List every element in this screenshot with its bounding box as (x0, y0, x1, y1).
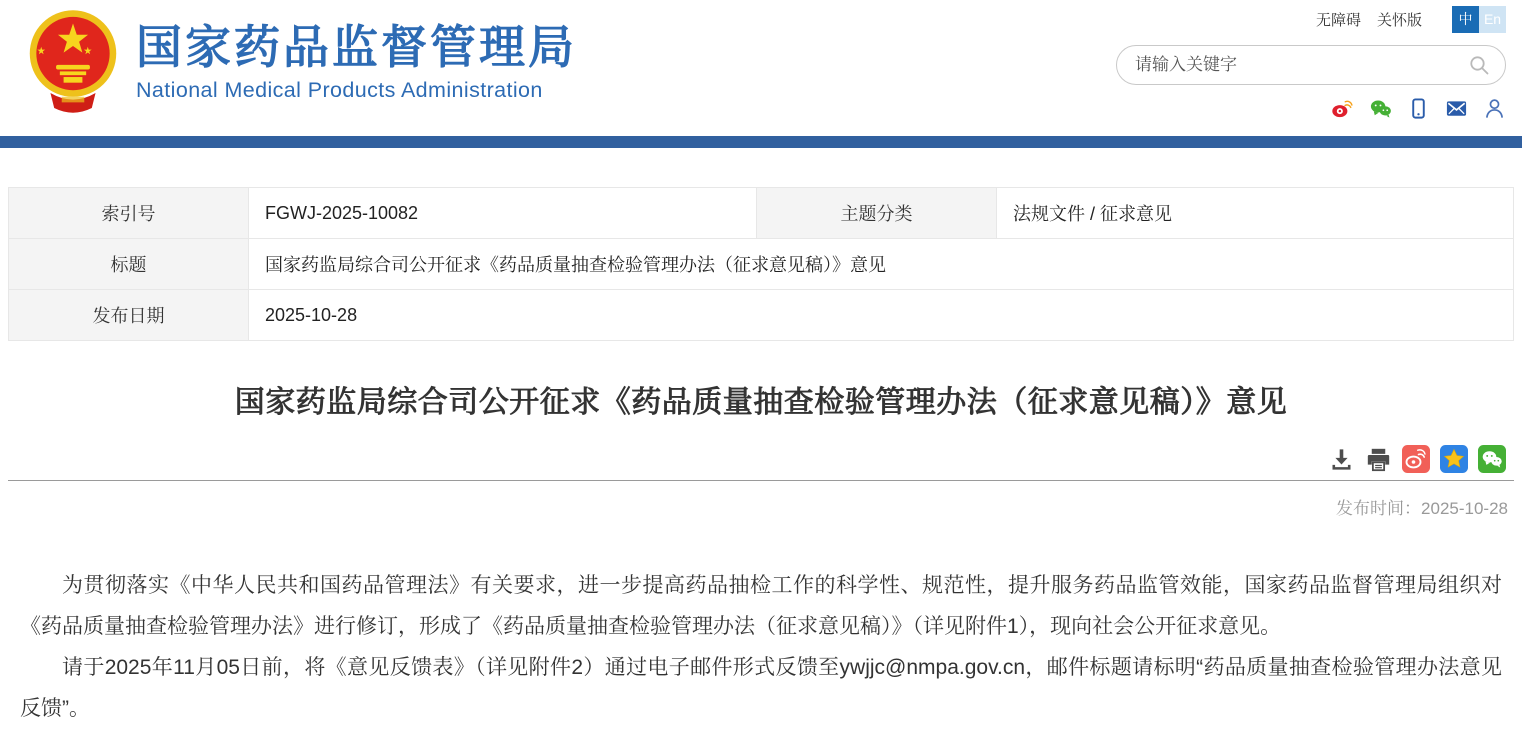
title-divider (8, 480, 1514, 481)
meta-value-pubdate: 2025-10-28 (249, 290, 1514, 341)
meta-label-category: 主题分类 (757, 188, 997, 239)
paragraph: 请于2025年11月05日前，将《意见反馈表》（详见附件2）通过电子邮件形式反馈至ywjjc@nmpa.gov.cn，邮件标题请标明“药品质量抽查检验管理办法意见反馈”。 (20, 656, 1502, 720)
search-box (1116, 45, 1506, 85)
page-title: 国家药监局综合司公开征求《药品质量抽查检验管理办法（征求意见稿）》意见 (234, 386, 1288, 419)
share-toolbar (8, 445, 1514, 473)
site-title-en: National Medical Products Administration (136, 77, 543, 102)
main-nav-bar (0, 136, 1522, 148)
lang-en-button[interactable]: En (1479, 6, 1506, 33)
site-title-cn: 国家药品监督管理局 (136, 21, 577, 74)
search-icon[interactable] (1467, 53, 1491, 77)
table-row (9, 239, 1514, 290)
national-emblem-icon (26, 6, 120, 118)
social-row (1116, 97, 1506, 120)
meta-value-title: 国家药监局综合司公开征求《药品质量抽查检验管理办法（征求意见稿）》意见 (249, 239, 1514, 290)
meta-value-category: 法规文件 / 征求意见 (997, 188, 1514, 239)
print-icon[interactable] (1365, 446, 1392, 473)
header-right (1116, 4, 1506, 120)
site-header (0, 0, 1522, 136)
share-wechat-icon[interactable] (1478, 445, 1506, 473)
share-weibo-icon[interactable] (1402, 445, 1430, 473)
main-content (0, 187, 1522, 729)
paragraph: 为贯彻落实《中华人民共和国药品管理法》有关要求，进一步提高药品抽检工作的科学性、规范性，提升服务药品监管效能，国家药品监督管理局组织对《药品质量抽查检验管理办法》进行修订，形成了《药品质量抽查检验管理办法（征求意见稿）》（详见附件1），现向社会公开征求意见。 (20, 574, 1502, 638)
document-meta-table (8, 187, 1514, 341)
share-qzone-icon[interactable] (1440, 445, 1468, 473)
care-version-link[interactable]: 关怀版 (1376, 11, 1422, 29)
table-row (9, 188, 1514, 239)
wechat-icon[interactable] (1369, 97, 1392, 120)
weibo-icon[interactable] (1331, 97, 1354, 120)
meta-label-pubdate: 发布日期 (9, 290, 249, 341)
lang-zh-button[interactable]: 中 (1452, 6, 1479, 33)
meta-value-index: FGWJ-2025-10082 (249, 188, 757, 239)
search-input[interactable] (1135, 55, 1467, 75)
site-logo[interactable] (26, 6, 577, 118)
download-icon[interactable] (1328, 446, 1355, 473)
article-body (8, 565, 1514, 729)
meta-label-title: 标题 (9, 239, 249, 290)
meta-label-index: 索引号 (9, 188, 249, 239)
table-row (9, 290, 1514, 341)
mail-icon[interactable] (1445, 97, 1468, 120)
publish-time: 发布时间：2025-10-28 (1336, 499, 1508, 518)
accessibility-link[interactable]: 无障碍 (1315, 11, 1361, 29)
user-icon[interactable] (1483, 97, 1506, 120)
mobile-icon[interactable] (1407, 97, 1430, 120)
